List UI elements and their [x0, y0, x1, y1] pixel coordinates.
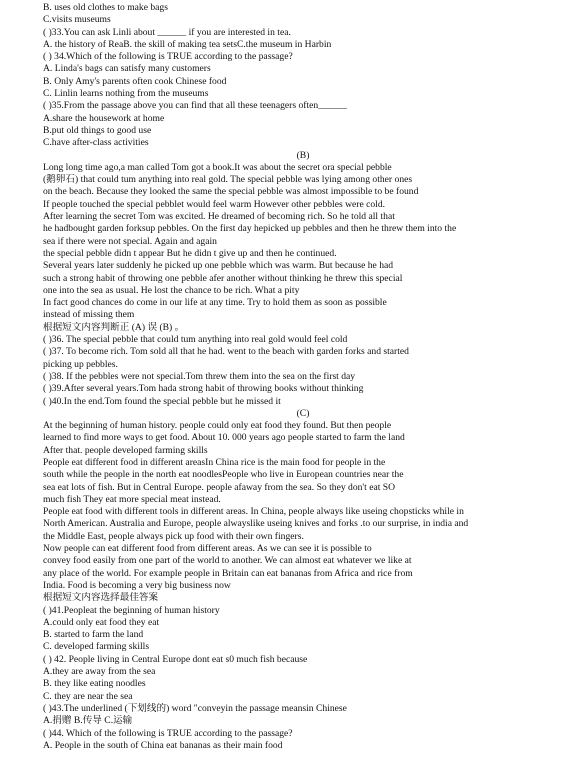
text-line: instead of missing them	[43, 309, 135, 321]
text-line: much fish They eat more special meat instead.	[43, 493, 221, 505]
text-line: convey food easily from one part of the world to another. We can almost eat whatever we like at	[43, 555, 412, 567]
section-heading: (B)	[296, 149, 310, 161]
text-line: south while the people in the north eat noodlesPeople who live in European countries near the	[43, 469, 404, 481]
text-line: ( )40.In the end.Tom found the special pebble but he missed it	[43, 395, 281, 407]
text-line: A. People in the south of China eat bananas as their main food	[43, 739, 283, 751]
text-line: the Middle East, people always pick up food with their own fingers.	[43, 530, 304, 542]
text-line: ( )33.You can ask Linli about ______ if you are interested in tea.	[43, 26, 291, 38]
text-line: C.have after-class activities	[43, 137, 149, 149]
text-line: A. the history of ReaB. the skill of making tea setsC.the museum in Harbin	[43, 38, 332, 50]
text-line: If people touched the special pebblet would feel warm However other pebbles were cold.	[43, 198, 386, 210]
exam-document	[43, 2, 563, 752]
text-line: People eat food with different tools in different areas. In China, people always like useing chopsticks while in	[43, 506, 464, 518]
text-line: ( ) 34.Which of the following is TRUE according to the passage?	[43, 51, 293, 63]
text-line: 根据短文内容判断正 (A) 误 (B) 。	[43, 321, 185, 333]
text-line: B. they like eating noodles	[43, 678, 146, 690]
text-line: ( )39.After several years.Tom hada strong habit of throwing books without thinking	[43, 383, 364, 395]
text-line: B.put old things to good use	[43, 124, 152, 136]
text-line: ( )35.From the passage above you can find that all these teenagers often______	[43, 100, 347, 112]
text-line: ( )37. To become rich. Tom sold all that he had. went to the beach with garden forks and started	[43, 346, 409, 358]
text-line: 根据短文内容选择最佳答案	[43, 592, 159, 604]
text-line: ( )36. The special pebble that could tum anything into real gold would feel cold	[43, 334, 348, 346]
text-line: one into the sea as usual. He lost the chance to be rich. What a pity	[43, 284, 300, 296]
text-line: After learning the secret Tom was excited. He dreamed of becoming rich. So he told all that	[43, 211, 395, 223]
section-heading: (C)	[296, 407, 310, 419]
text-line: picking up pebbles.	[43, 358, 118, 370]
text-line: ( )43.The underlined (下划线的) word "conveyin the passage meansin Chinese	[43, 702, 347, 714]
text-line: People eat different food in different areasIn China rice is the main food for people in the	[43, 456, 386, 468]
text-line: on the beach. Because they looked the same the special pebble was almost impossible to be found	[43, 186, 419, 198]
text-line: any place of the world. For example people in Britain can eat bananas from Africa and rice from	[43, 567, 413, 579]
text-line: A.could only eat food they eat	[43, 616, 160, 628]
text-line: ( )38. If the pebbles were not special.Tom threw them into the sea on the first day	[43, 370, 356, 382]
text-line: the special pebble didn t appear But he didn t give up and then he continued.	[43, 247, 337, 259]
text-line: India. Food is becoming a very big business now	[43, 579, 231, 591]
text-line: (鹅卵石) that could tum anything into real gold. The special pebble was lying among other ones	[43, 174, 413, 186]
text-line: C. Linlin learns nothing from the museums	[43, 88, 209, 100]
text-line: such a strong habit of throwing one pebble afer another without thinking he threw this special	[43, 272, 403, 284]
text-line: A.they are away from the sea	[43, 666, 156, 678]
text-line: Now people can eat different food from different areas. As we can see it is possible to	[43, 543, 372, 555]
text-line: B. started to farm the land	[43, 629, 144, 641]
text-line: C. developed farming skills	[43, 641, 150, 653]
text-line: B. uses old clothes to make bags	[43, 2, 168, 13]
text-line: he hadbought garden forksup pebbles. On the first day hepicked up pebbles and then he threw them into the	[43, 223, 457, 235]
text-line: C. they are near the sea	[43, 690, 133, 702]
text-line: In fact good chances do come in our life at any time. Try to hold them as soon as possible	[43, 297, 387, 309]
text-line: sea eat lots of fish. But in Central Europe. people afaway from the sea. So they don't eat SO	[43, 481, 396, 493]
text-line: learned to find more ways to get food. About 10. 000 years ago people started to farm the land	[43, 432, 405, 444]
text-line: C.visits museums	[43, 14, 111, 26]
text-line: A.share the housework at home	[43, 112, 165, 124]
text-line: sea if there were not special. Again and again	[43, 235, 217, 247]
text-line: ( ) 42. People living in Central Europe dont eat s0 much fish because	[43, 653, 308, 665]
text-line: At the beginning of human history. people could only eat food they found. But then people	[43, 420, 392, 432]
text-line: After that. people developed farming skills	[43, 444, 208, 456]
text-line: Several years later suddenly he picked up one pebble which was warm. But because he had	[43, 260, 394, 272]
text-line: B. Only Amy's parents often cook Chinese food	[43, 75, 227, 87]
text-line: ( )44. Which of the following is TRUE according to the passage?	[43, 727, 293, 739]
text-line: ( )41.Peopleat the beginning of human history	[43, 604, 220, 616]
text-line: Long long time ago,a man called Tom got a book.It was about the secret ora special pebble	[43, 161, 392, 173]
text-line: A. Linda's bags can satisfy many customers	[43, 63, 211, 75]
text-line: A.捐赠 B.传导 C.运输	[43, 715, 133, 727]
text-line: North American. Australia and Europe, people alwayslike useing knives and forks .to our surprise, in india and	[43, 518, 469, 530]
